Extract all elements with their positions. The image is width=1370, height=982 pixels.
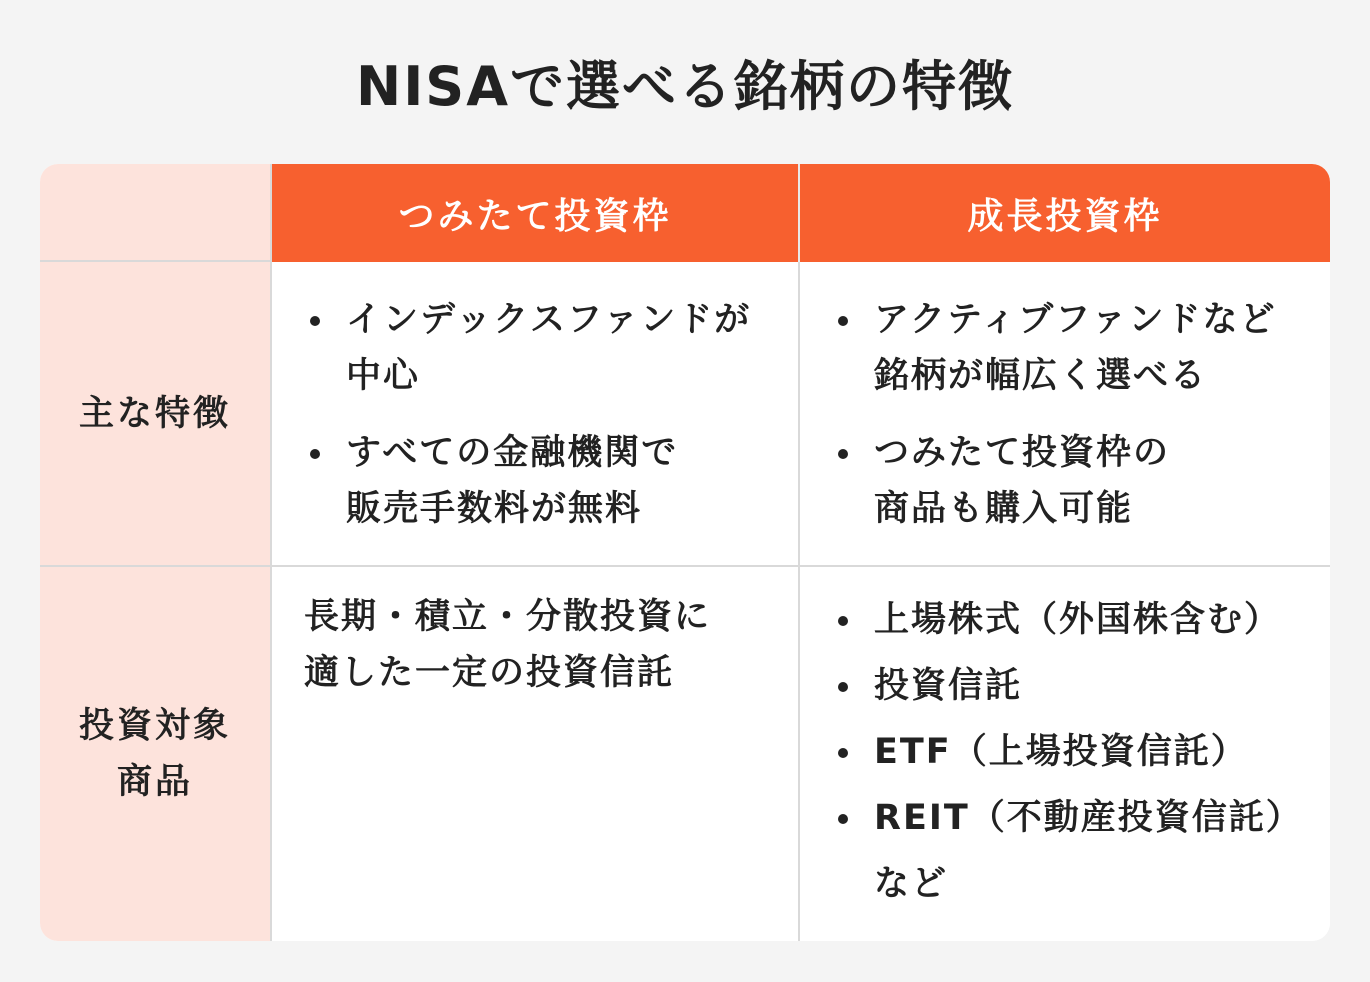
- cell-target-seicho: [800, 567, 1330, 941]
- column-header-label: 成長投資枠: [967, 195, 1163, 237]
- bullet-list: [834, 587, 1320, 917]
- page-title: NISAで選べる銘柄の特徴: [356, 55, 1014, 118]
- row-header-label: 主な特徴: [78, 393, 231, 434]
- list-item: [834, 785, 1320, 917]
- list-item-line: ETF（上場投資信託）: [874, 732, 1248, 772]
- list-item-line: アクティブファンドなど: [874, 300, 1277, 340]
- cell-text-line: 長期・積立・分散投資に: [304, 597, 712, 637]
- row-header-label: 商品: [116, 762, 193, 802]
- list-item-line: など: [874, 864, 949, 904]
- cell-features-seicho: [800, 262, 1330, 567]
- list-item-line: REIT（不動産投資信託）: [874, 798, 1303, 838]
- row-header-features: [40, 262, 272, 567]
- list-item-line: すべての金融機関で: [346, 433, 679, 473]
- list-item-line: つみたて投資枠の: [874, 433, 1171, 473]
- list-item: [306, 292, 778, 404]
- list-item-line: 販売手数料が無料: [346, 489, 643, 529]
- column-header-label: つみたて投資枠: [398, 195, 672, 237]
- list-item-line: 上場株式（外国株含む）: [874, 600, 1282, 640]
- cell-features-tsumitate: [272, 262, 800, 567]
- list-item-line: 投資信託: [874, 666, 1023, 706]
- bullet-list: [834, 292, 1310, 537]
- table-corner-cell: [40, 164, 272, 262]
- cell-target-tsumitate: [272, 567, 800, 941]
- list-item-line: 銘柄が幅広く選べる: [874, 356, 1208, 396]
- row-header-target-products: [40, 567, 272, 941]
- list-item: [834, 292, 1310, 404]
- list-item-line: 商品も購入可能: [874, 489, 1134, 529]
- list-item-line: インデックスファンドが: [346, 300, 752, 340]
- list-item: [834, 719, 1320, 785]
- list-item: [306, 425, 778, 537]
- comparison-table: [40, 164, 1330, 941]
- row-header-label: 投資対象: [78, 706, 231, 746]
- list-item: [834, 587, 1320, 653]
- list-item-line: 中心: [346, 356, 421, 396]
- column-header-seicho: [800, 164, 1330, 262]
- bullet-list: [306, 292, 778, 537]
- cell-text-line: 適した一定の投資信託: [304, 653, 675, 693]
- column-header-tsumitate: [272, 164, 800, 262]
- list-item: [834, 425, 1310, 537]
- list-item: [834, 653, 1320, 719]
